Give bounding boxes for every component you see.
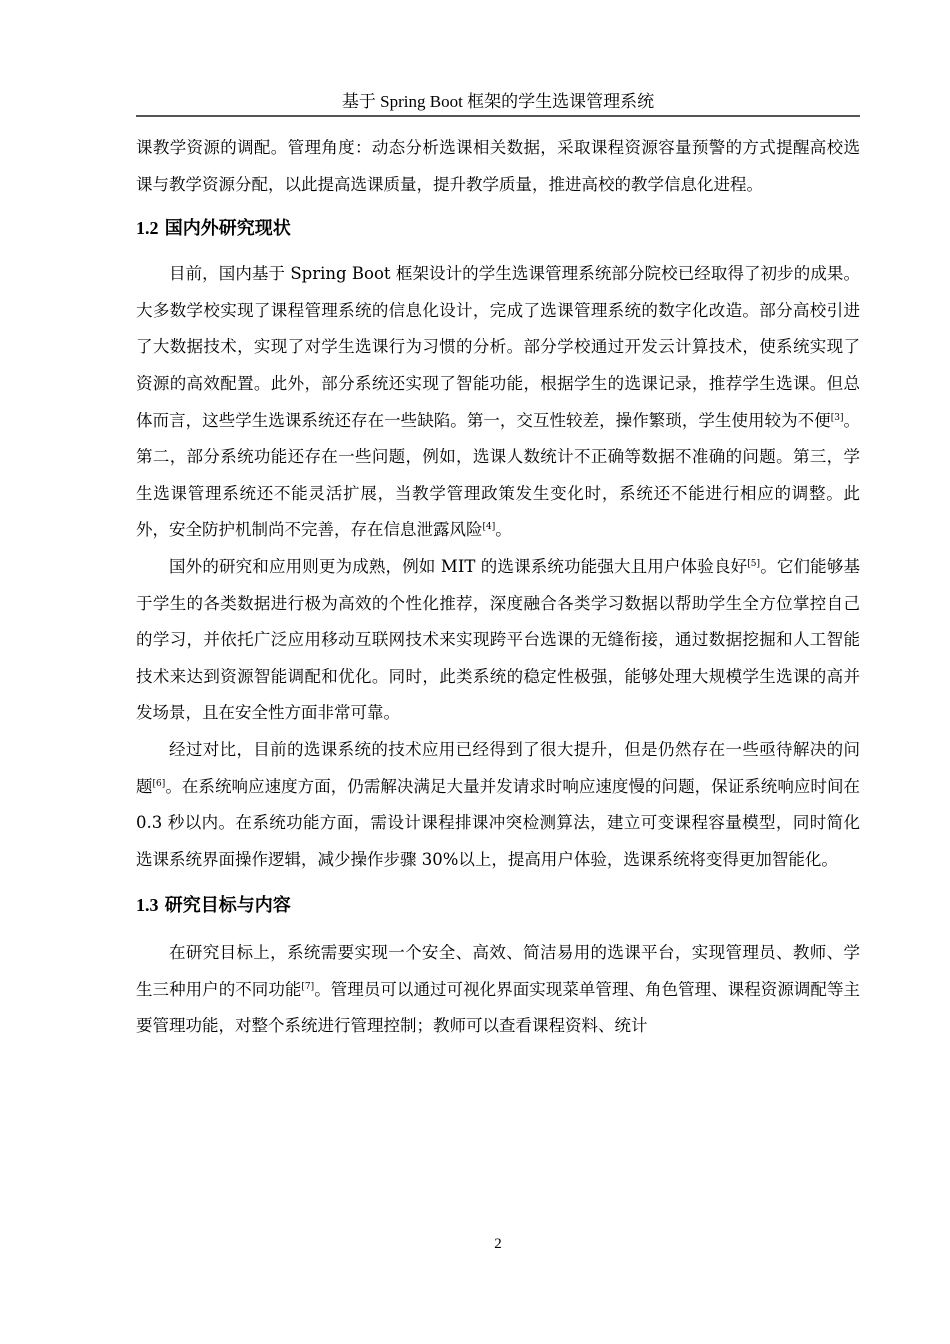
citation-3[interactable]: [3]: [830, 412, 844, 423]
paragraph-text: 在研究目标上，系统需要实现一个安全、高效、简洁易用的选课平台，实现管理员、教师、学生三种用户的不同功能: [136, 943, 860, 999]
page-number: 2: [494, 1236, 502, 1252]
paragraph-research-goals: [136, 935, 860, 1045]
paragraph-text: 经过对比，目前的选课系统的技术应用已经得到了很大提升，但是仍然存在一些亟待解决的问题: [136, 739, 860, 796]
paragraph-text: 。: [495, 520, 512, 540]
paragraph-text: 。管理员可以通过可视化界面实现菜单管理、角色管理、课程资源调配等主要管理功能，对整个系统进行管理控制；教师可以查看课程资料、统计: [136, 979, 861, 1036]
running-header: 基于 Spring Boot 框架的学生选课管理系统: [341, 92, 655, 111]
paragraph-text: 。第二，部分系统功能还存在一些问题，例如，选课人数统计不正确等数据不准确的问题。第三，学生选课管理系统还不能灵活扩展，当教学管理政策发生变化时，系统还不能进行相应的调整。此外，安全防护机制尚不完善，存在信息泄露风险: [136, 410, 861, 540]
paragraph-text: 目前，国内基于 Spring Boot 框架设计的学生选课管理系统部分院校已经取得了初步的成果。大多数学校实现了课程管理系统的信息化设计，完成了选课管理系统的数字化改造。部分高校引进了大数据技术，实现了对学生选课行为习惯的分析。部分学校通过开发云计算技术，使系统实现了资源的高效配置。此外，部分系统还实现了智能功能，根据学生的选课记录，推荐学生选课。但总体而言，这些学生选课系统还存在一些缺陷。第一，交互性较差，操作繁琐，学生使用较为不便: [136, 264, 860, 430]
section-title: 国内外研究现状: [164, 218, 291, 240]
citation-7[interactable]: [7]: [301, 981, 315, 992]
paragraph-comparison: [136, 732, 860, 878]
paragraph-continued: 课教学资源的调配。管理角度：动态分析选课相关数据，采取课程资源容量预警的方式提醒高校选课与教学资源分配，以此提高选课质量，提升教学质量，推进高校的教学信息化进程。: [136, 138, 860, 194]
section-title: 研究目标与内容: [164, 895, 291, 917]
citation-6[interactable]: [6]: [152, 778, 166, 789]
citation-4[interactable]: [4]: [482, 522, 496, 533]
paragraph-text: 。它们能够基于学生的各类数据进行极为高效的个性化推荐，深度融合各类学习数据以帮助学生全方位掌控自己的学习，并依托广泛应用移动互联网技术来实现跨平台选课的无缝衔接，通过数据挖掘和人工智能技术来达到资源智能调配和优化。同时，此类系统的稳定性极强，能够处理大规模学生选课的高并发场景，且在安全性方面非常可靠。: [136, 556, 860, 723]
paragraph-text: 国外的研究和应用则更为成熟，例如 MIT 的选课系统功能强大且用户体验良好: [169, 556, 748, 576]
section-heading-1-3: [136, 890, 860, 921]
paragraph-domestic-research: [136, 256, 860, 549]
paragraph-text: 。在系统响应速度方面，仍需解决满足大量并发请求时响应速度慢的问题，保证系统响应时间在 0.3 秒以内。在系统功能方面，需设计课程排课冲突检测算法，建立可变课程容量模型，同时简化选课系统界面操作逻辑，减少操作步骤 30%以上，提高用户体验，选课系统将变得更加智能化。: [136, 776, 861, 869]
page-body: [136, 130, 860, 1045]
section-number: 1.3: [136, 895, 159, 916]
section-heading-1-2: [136, 213, 860, 244]
paragraph-foreign-research: [136, 549, 860, 732]
citation-5[interactable]: [5]: [747, 558, 761, 569]
section-number: 1.2: [136, 218, 159, 239]
header-rule: [136, 115, 860, 117]
